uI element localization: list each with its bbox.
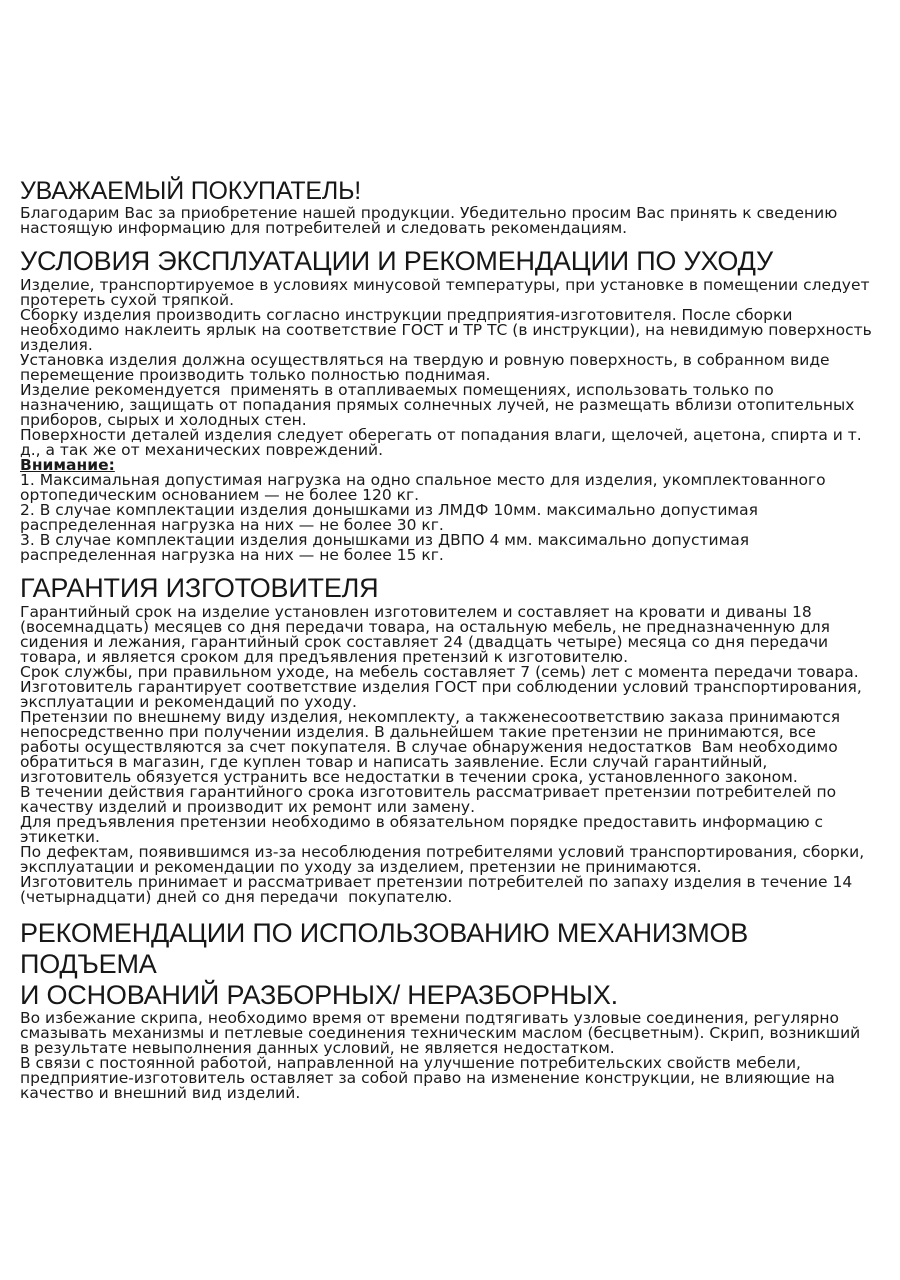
paragraph: Гарантийный срок на изделие установлен изготовителем и составляет на кровати и диваны 18 (восемнадцать) месяцев со дня передачи товара, на остальную мебель, не предназначенную для сидения и лежания, гарантийный срок составляет 24 (двадцать четыре) месяца со дня передачи товара, и является сроком для предъявления претензий к изготовителю. [20, 603, 835, 666]
paragraph: Во избежание скрипа, необходимо время от времени подтягивать узловые соединения, регулярно смазывать механизмы и петлевые соединения техническим маслом (бесцветным). Скрип, возникший в результате невыполнения данных условий, не является недостатком. [20, 1009, 866, 1057]
paragraph: Благодарим Вас за приобретение нашей продукции. Убедительно просим Вас принять к сведению настоящую информацию для потребителей и следовать рекомендациям. [20, 204, 843, 237]
attention-item: 3. В случае комплектации изделия донышками из ДВПО 4 мм. максимально допустимая распределенная нагрузка на них — не более 15 кг. [20, 531, 755, 564]
paragraph: Изготовитель гарантирует соответствие изделия ГОСТ при соблюдении условий транспортирования, эксплуатации и рекомендаций по уходу. [20, 678, 867, 711]
section-greeting-title: УВАЖАЕМЫЙ ПОКУПАТЕЛЬ! [20, 177, 362, 205]
paragraph: Изделие рекомендуется применять в отапливаемых помещениях, использовать только по назначению, защищать от попадания прямых солнечных лучей, не размещать вблизи отопительных приборов, сырых и холодных стен. [20, 381, 860, 429]
section-mechanisms-title [20, 918, 872, 1011]
attention-item: 2. В случае комплектации изделия донышками из ЛМДФ 10мм. максимально допустимая распределенная нагрузка на них — не более 30 кг. [20, 501, 763, 534]
attention-item: 1. Максимальная допустимая нагрузка на одно спальное место для изделия, укомплектованного ортопедическим основанием — не более 120 кг. [20, 471, 831, 504]
paragraph: Сборку изделия производить согласно инструкции предприятия-изготовителя. После сборки необходимо наклеить ярлык на соответствие ГОСТ и ТР ТС (в инструкции), на невидимую поверхность изделия. [20, 306, 877, 354]
paragraph: Установка изделия должна осуществляться на твердую и ровную поверхность, в собранном виде перемещение производить только полностью поднимая. [20, 351, 835, 384]
section-greeting [20, 176, 872, 236]
section-warranty [20, 572, 872, 905]
section-mechanisms [20, 918, 872, 1101]
paragraph: В связи с постоянной работой, направленной на улучшение потребительских свойств мебели, предприятие-изготовитель оставляет за собой право на изменение конструкции, не влияющие на качество и внешний вид изделий. [20, 1054, 840, 1102]
paragraph: Изготовитель принимает и рассматривает претензии потребителей по запаху изделия в течение 14 (четырнадцати) дней со дня передачи покупателю. [20, 873, 858, 906]
paragraph: Для предъявления претензии необходимо в обязательном порядке предоставить информацию с этикетки. [20, 813, 829, 846]
paragraph: Поверхности деталей изделия следует оберегать от попадания влаги, щелочей, ацетона, спирта и т. д., а так же от механических повреждений. [20, 426, 867, 459]
title-line: РЕКОМЕНДАЦИИ ПО ИСПОЛЬЗОВАНИЮ МЕХАНИЗМОВ ПОДЪЕМА [20, 918, 749, 979]
paragraph: В течении действия гарантийного срока изготовитель рассматривает претензии потребителей по качеству изделий и производит их ремонт или замену. [20, 783, 842, 816]
section-warranty-title: ГАРАНТИЯ ИЗГОТОВИТЕЛЯ [20, 573, 379, 603]
paragraph: Претензии по внешнему виду изделия, некомплекту, а такженесоответствию заказа принимаются непосредственно при получении изделия. В дальнейшем такие претензии не принимаются, все работы осуществляются за счет покупателя. В случае обнаружения недостатков Вам необходимо обратиться в магазин, где куплен товар и написать заявление. Если случай гарантийный, изготовитель обязуется устранить все недостатки в течении срока, установленного законом. [20, 708, 846, 786]
attention-label: Внимание: [20, 456, 115, 474]
section-care-conditions [20, 245, 877, 564]
paragraph: Срок службы, при правильном уходе, на мебель составляет 7 (семь) лет с момента передачи товара. [20, 663, 859, 681]
title-line: И ОСНОВАНИЙ РАЗБОРНЫХ/ НЕРАЗБОРНЫХ. [20, 980, 618, 1010]
section-care-title: УСЛОВИЯ ЭКСПЛУАТАЦИИ И РЕКОМЕНДАЦИИ ПО УХОДУ [20, 246, 773, 276]
paragraph: По дефектам, появившимся из-за несоблюдения потребителями условий транспортирования, сборки, эксплуатации и рекомендации по уходу за изделием, претензии не принимаются. [20, 843, 870, 876]
paragraph: Изделие, транспортируемое в условиях минусовой температуры, при установке в помещении следует протереть сухой тряпкой. [20, 276, 875, 309]
